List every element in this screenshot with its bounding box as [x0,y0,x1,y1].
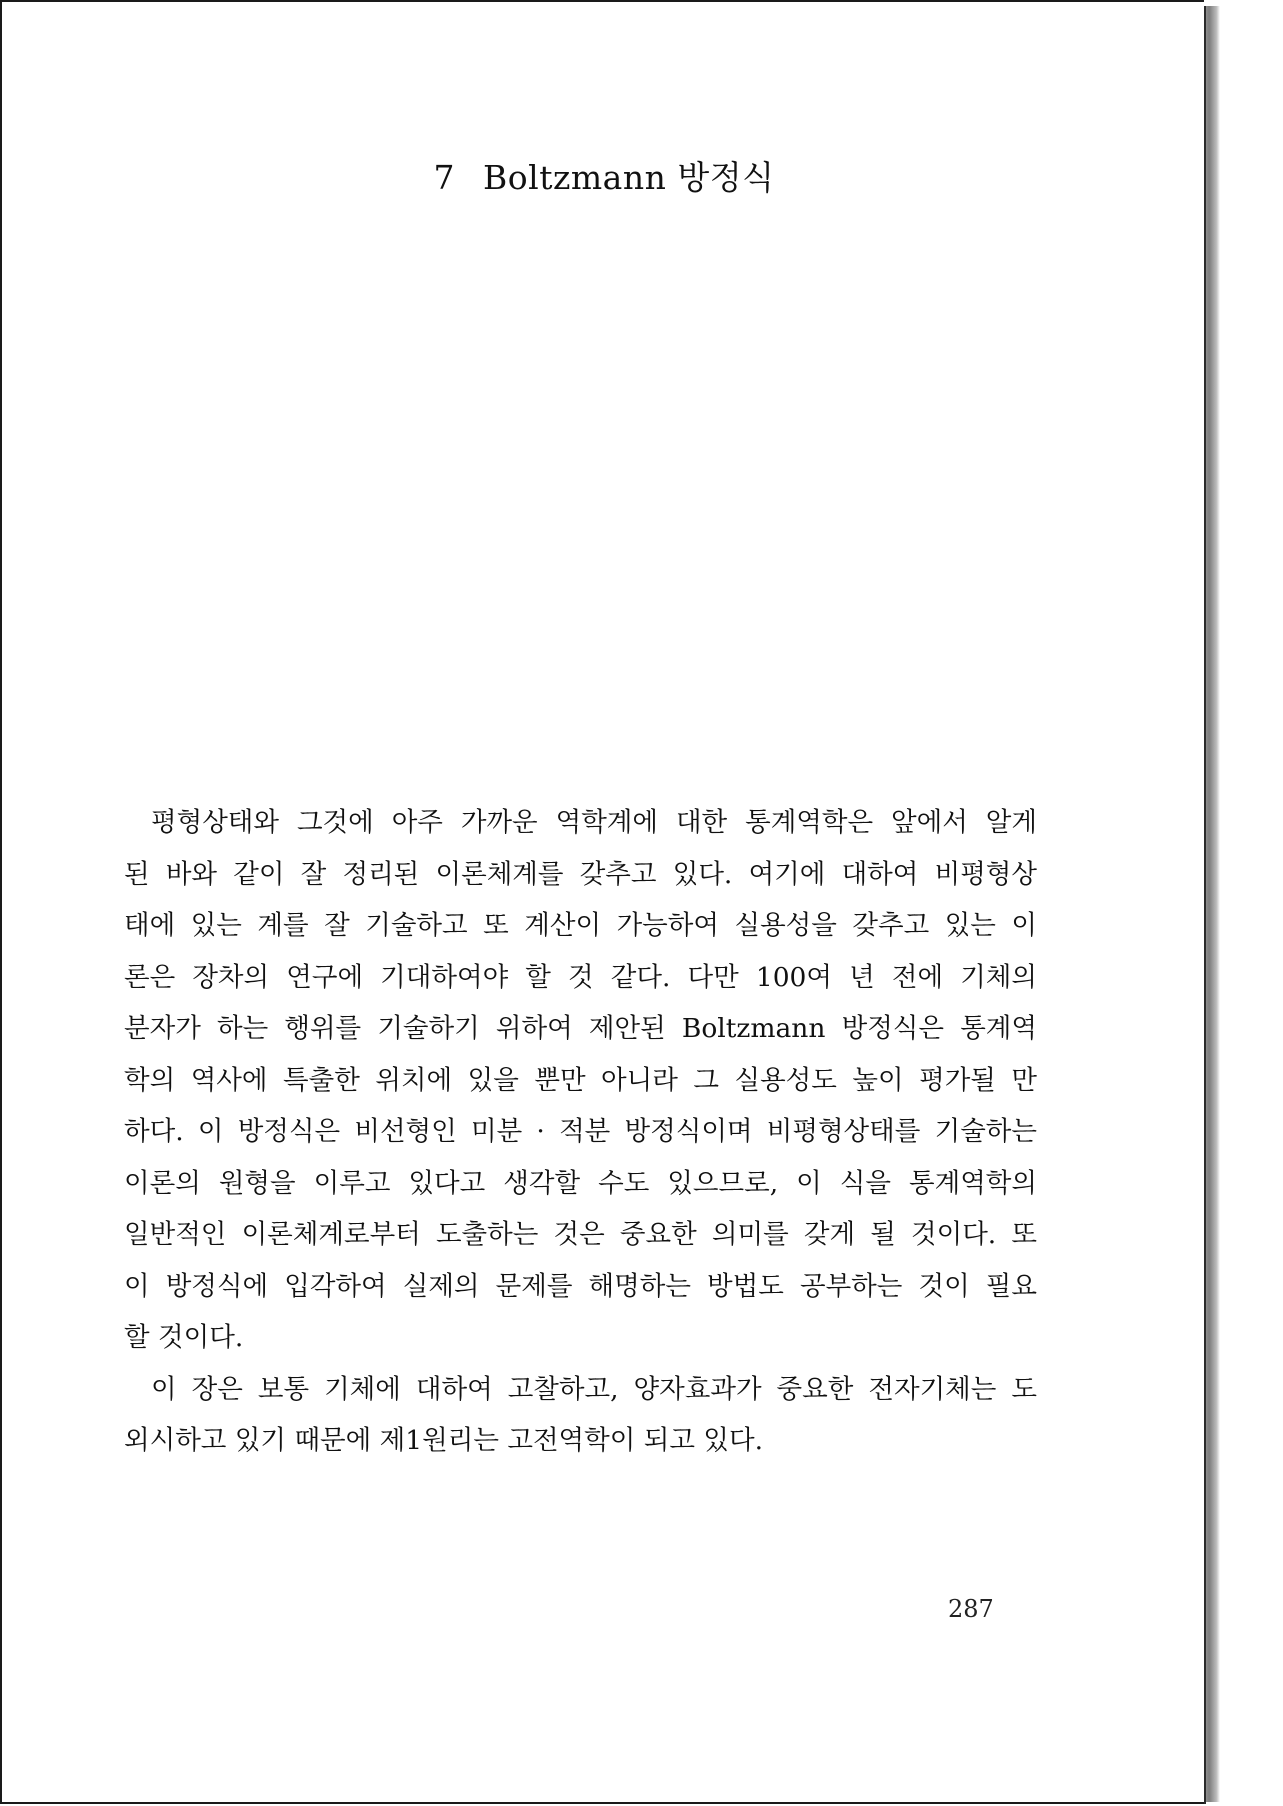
paragraph [124,797,1037,1364]
chapter-heading [2,152,1206,199]
body-text [124,797,1037,1467]
text-line: 외시하고 있기 때문에 제1원리는 고전역학이 되고 있다. [124,1425,764,1456]
text-line: 일반적인 이론체계로부터 도출하는 것은 중요한 의미를 갖게 될 것이다. 또 [124,1219,1037,1250]
text-line: 론은 장차의 연구에 기대하여야 할 것 같다. 다만 100여 년 전에 기체의 [124,961,1037,993]
chapter-title-text: Boltzmann 방정식 [483,158,775,197]
paragraph [124,1364,1037,1467]
text-line: 태에 있는 계를 잘 기술하고 또 계산이 가능하여 실용성을 갖추고 있는 이 [124,910,1037,941]
text-line: 이론의 원형을 이루고 있다고 생각할 수도 있으므로, 이 식을 통계역학의 [124,1167,1037,1199]
text-line: 할 것이다. [124,1322,244,1353]
text-line: 이 장은 보통 기체에 대하여 고찰하고, 양자효과가 중요한 전자기체는 도 [151,1373,1037,1405]
text-line: 된 바와 같이 잘 정리된 이론체계를 갖추고 있다. 여기에 대하여 비평형상 [124,858,1037,890]
text-line: 학의 역사에 특출한 위치에 있을 뿐만 아니라 그 실용성도 높이 평가될 만 [124,1064,1037,1096]
text-line: 이 방정식에 입각하여 실제의 문제를 해명하는 방법도 공부하는 것이 필요 [124,1270,1037,1302]
text-line: 하다. 이 방정식은 비선형인 미분 · 적분 방정식이며 비평형상태를 기술하는 [124,1116,1037,1147]
text-line: 평형상태와 그것에 아주 가까운 역학계에 대한 통계역학은 앞에서 알게 [151,807,1037,838]
page-number: 287 [948,1595,994,1623]
text-line: 분자가 하는 행위를 기술하기 위하여 제안된 Boltzmann 방정식은 통계역 [124,1013,1037,1044]
page-edge-line [1204,6,1206,1804]
chapter-number: 7 [433,158,456,197]
